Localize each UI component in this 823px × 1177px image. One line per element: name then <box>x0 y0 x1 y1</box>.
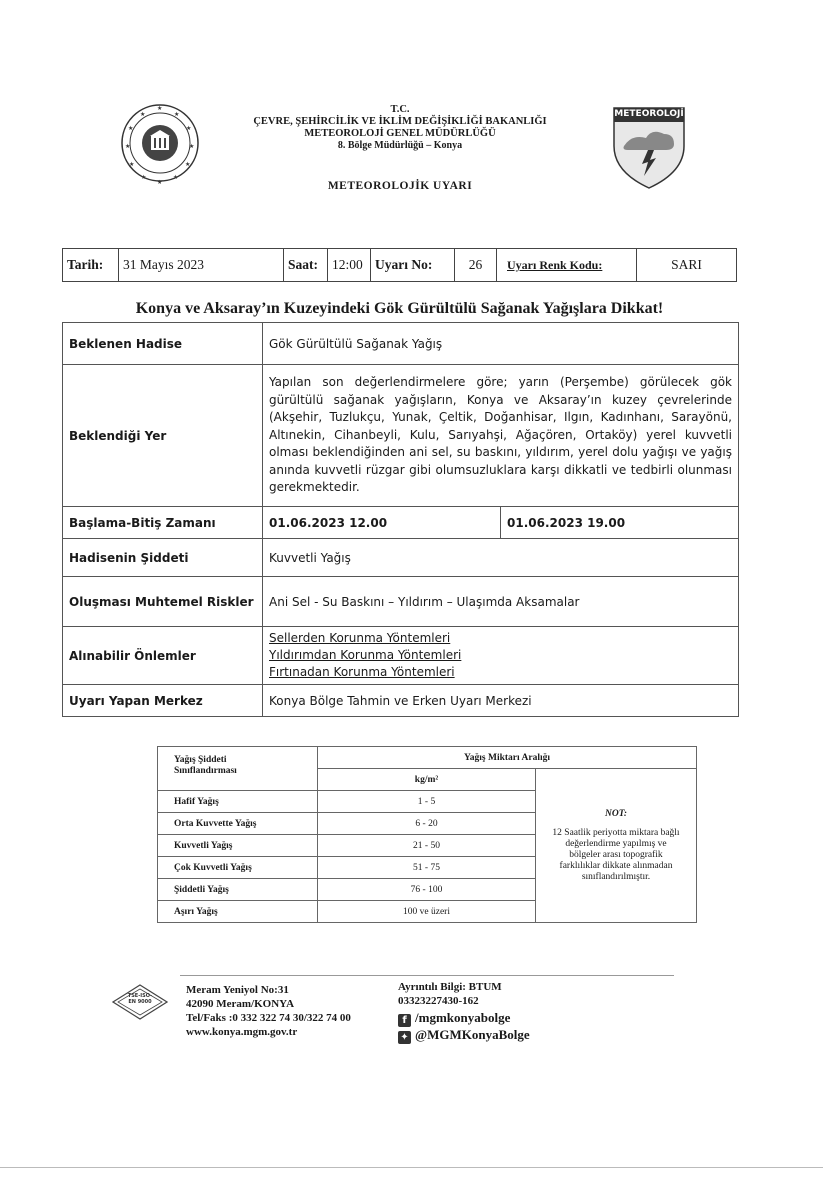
lightning-protection-link[interactable]: Yıldırımdan Korunma Yöntemleri <box>269 648 462 662</box>
meteoroloji-logo-text: METEOROLOJİ <box>614 109 684 119</box>
start-end-time-label: Başlama-Bitiş Zamanı <box>63 507 263 539</box>
header-region: 8. Bölge Müdürlüğü – Konya <box>337 140 463 151</box>
expected-location-value: Yapılan son değerlendirmelere göre; yarın (Perşembe) görülecek gök gürültülü sağanak yağışların, Konya ve Aksaray’ın kuzey çevrelerinde (Akşehir, Tuzlukçu, Yunak, Çeltik, Doğanhisar, Ilgın, Kadınhanı, Sarayönü, Altınekin, Cihanbeyli, Kulu, Sarıyahşi, Ağaçören, Ortaköy) yerel kuvvetli olması beklendiğinden ani sel, su baskını, yıldırım, yerel dolu yağışı ve yağış anında kuvvetli rüzgar gibi olumsuzluklara karşı dikkatli ve tedbirli olunması gerekmektedir. <box>263 365 739 507</box>
rain-note <box>536 769 697 923</box>
footer-address-line2: 42090 Meram/KONYA <box>186 998 295 1010</box>
rain-row-label: Kuvvetli Yağış <box>158 835 318 857</box>
flood-protection-link[interactable]: Sellerden Korunma Yöntemleri <box>269 631 451 645</box>
color-code-value: SARI <box>671 257 702 272</box>
date-value: 31 Mayıs 2023 <box>119 249 284 281</box>
issuing-center-value: Konya Bölge Tahmin ve Erken Uyarı Merkezi <box>263 685 739 717</box>
footer-website: www.konya.mgm.gov.tr <box>186 1026 298 1038</box>
risks-label: Oluşması Muhtemel Riskler <box>63 577 263 627</box>
header-directorate: METEOROLOJİ GENEL MÜDÜRLÜĞÜ <box>304 128 496 139</box>
rain-unit: kg/m² <box>318 769 536 791</box>
meteoroloji-shield-logo <box>612 106 686 190</box>
footer-address-line1: Meram Yeniyol No:31 <box>186 984 289 996</box>
svg-text:★: ★ <box>140 111 146 118</box>
svg-text:★: ★ <box>186 125 192 132</box>
ministry-seal-logo <box>120 100 200 186</box>
svg-text:★: ★ <box>129 161 135 168</box>
svg-text:★: ★ <box>157 105 163 112</box>
svg-text:★: ★ <box>141 174 147 181</box>
header-tc: T.C. <box>390 104 410 115</box>
time-value: 12:00 <box>328 249 371 281</box>
rain-amount-header: Yağış Miktarı Aralığı <box>318 747 697 769</box>
rain-row-label: Hafif Yağış <box>158 791 318 813</box>
time-label: Saat: <box>284 249 328 281</box>
rain-row-range: 100 ve üzeri <box>318 901 536 923</box>
storm-protection-link[interactable]: Fırtınadan Korunma Yöntemleri <box>269 665 455 679</box>
expected-event-label: Beklenen Hadise <box>63 323 263 365</box>
twitter-handle: @MGMKonyaBolge <box>415 1027 530 1042</box>
start-time-value: 01.06.2023 12.00 <box>263 507 501 539</box>
header-ministry: ÇEVRE, ŞEHİRCİLİK VE İKLİM DEĞİŞİKLİĞİ BAKANLIĞI <box>253 116 547 127</box>
severity-label: Hadisenin Şiddeti <box>63 539 263 577</box>
page-bottom-edge <box>0 1167 823 1168</box>
rain-row-range: 1 - 5 <box>318 791 536 813</box>
footer-facebook[interactable] <box>398 1010 510 1027</box>
warning-no-label: Uyarı No: <box>371 249 455 281</box>
svg-text:★: ★ <box>173 174 179 181</box>
rain-row-range: 51 - 75 <box>318 857 536 879</box>
footer-phone-fax: Tel/Faks :0 332 322 74 30/322 74 00 <box>186 1012 351 1024</box>
tse-certificate-text: TSE-ISO-EN 9000 <box>127 993 153 1005</box>
rain-class-header-line1: Yağış Şiddeti <box>174 755 227 765</box>
tse-certificate-logo <box>112 984 168 1020</box>
svg-text:★: ★ <box>157 179 163 186</box>
rain-row-range: 76 - 100 <box>318 879 536 901</box>
expected-location-label: Beklendiği Yer <box>63 365 263 507</box>
risks-value: Ani Sel - Su Baskını – Yıldırım – Ulaşımda Aksamalar <box>263 577 739 627</box>
svg-text:★: ★ <box>185 161 191 168</box>
rain-row-range: 6 - 20 <box>318 813 536 835</box>
footer-twitter[interactable] <box>398 1027 530 1044</box>
facebook-handle: /mgmkonyabolge <box>415 1010 511 1025</box>
footer-info-contact: Ayrıntılı Bilgi: BTUM <box>398 981 502 993</box>
rain-note-title: NOT: <box>605 808 627 819</box>
warning-details-table <box>62 322 739 717</box>
color-code-label: Uyarı Renk Kodu: <box>497 249 637 281</box>
rain-class-header <box>158 747 318 791</box>
rain-row-label: Şiddetli Yağış <box>158 879 318 901</box>
rain-classification-table <box>157 746 697 923</box>
twitter-icon: ✦ <box>398 1031 411 1044</box>
expected-event-value: Gök Gürültülü Sağanak Yağış <box>263 323 739 365</box>
svg-text:★: ★ <box>128 125 134 132</box>
rain-row-label: Çok Kuvvetli Yağış <box>158 857 318 879</box>
severity-value: Kuvvetli Yağış <box>263 539 739 577</box>
precautions-label: Alınabilir Önlemler <box>63 627 263 685</box>
warning-heading: Konya ve Aksaray’ın Kuzeyindeki Gök Gürültülü Sağanak Yağışlara Dikkat! <box>135 300 664 317</box>
end-time-value: 01.06.2023 19.00 <box>501 507 739 539</box>
svg-text:★: ★ <box>125 143 131 150</box>
date-label: Tarih: <box>63 249 119 281</box>
rain-note-text: 12 Saatlik periyotta miktara bağlı değerlendirme yapılmış ve bölgeler arası topografik farklılıklar dikkate alınmadan sınıflandırılmıştır. <box>552 827 680 882</box>
issuing-center-label: Uyarı Yapan Merkez <box>63 685 263 717</box>
rain-class-header-line2: Sınıflandırması <box>174 766 237 776</box>
footer-info-phone: 03323227430-162 <box>398 995 479 1007</box>
warning-info-strip <box>62 248 737 282</box>
precautions-links <box>263 627 739 685</box>
document-title: METEOROLOJİK UYARI <box>327 180 473 192</box>
rain-row-label: Aşırı Yağış <box>158 901 318 923</box>
rain-row-label: Orta Kuvvette Yağış <box>158 813 318 835</box>
svg-text:★: ★ <box>189 143 195 150</box>
facebook-icon: f <box>398 1014 411 1027</box>
svg-text:★: ★ <box>174 111 180 118</box>
footer-divider <box>180 975 674 976</box>
rain-row-range: 21 - 50 <box>318 835 536 857</box>
warning-no-value: 26 <box>455 249 497 281</box>
